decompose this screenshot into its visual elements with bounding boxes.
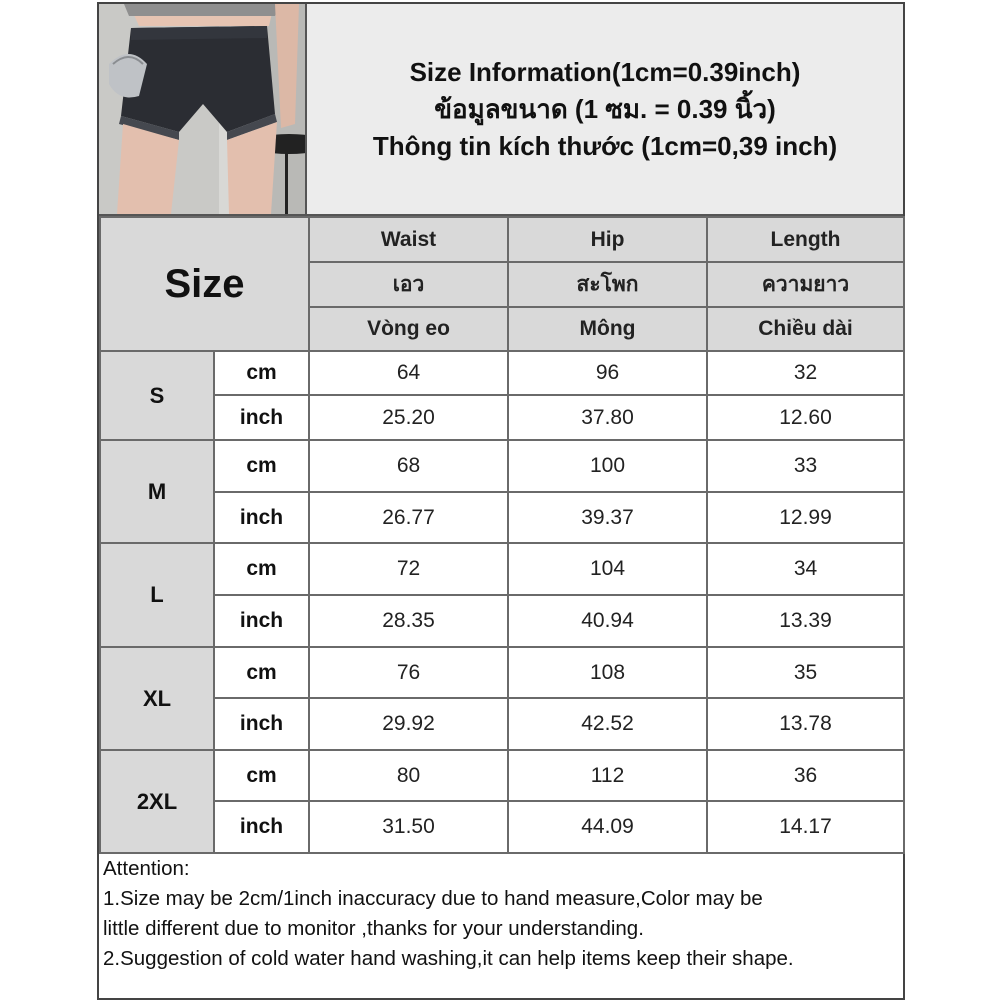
- length-value: 35: [707, 647, 904, 698]
- col-header-length-en: Length: [707, 217, 904, 262]
- table-row: [100, 543, 904, 595]
- waist-value: 26.77: [309, 492, 508, 543]
- col-header-waist-vi: Vòng eo: [309, 307, 508, 351]
- hip-value: 40.94: [508, 595, 707, 647]
- notes-heading: Attention:: [103, 857, 190, 880]
- table-row: [100, 698, 904, 750]
- table-row: [100, 647, 904, 698]
- col-header-length-vi: Chiều dài: [707, 307, 904, 351]
- size-chart: [97, 2, 905, 1000]
- hip-value: 96: [508, 351, 707, 395]
- hip-value: 39.37: [508, 492, 707, 543]
- unit-label: inch: [214, 595, 309, 647]
- product-photo: [99, 4, 307, 216]
- hip-value: 44.09: [508, 801, 707, 853]
- length-value: 32: [707, 351, 904, 395]
- table-row: [100, 492, 904, 543]
- hip-value: 108: [508, 647, 707, 698]
- title-vietnamese: Thông tin kích thước (1cm=0,39 inch): [372, 130, 838, 161]
- waist-value: 25.20: [309, 395, 508, 440]
- table-row: [100, 395, 904, 440]
- waist-value: 64: [309, 351, 508, 395]
- col-header-hip-en: Hip: [508, 217, 707, 262]
- unit-label: cm: [214, 647, 309, 698]
- title-english: Size Information(1cm=0.39inch): [409, 56, 801, 87]
- length-value: 13.39: [707, 595, 904, 647]
- waist-value: 72: [309, 543, 508, 595]
- length-value: 14.17: [707, 801, 904, 853]
- unit-label: cm: [214, 351, 309, 395]
- hip-value: 112: [508, 750, 707, 801]
- size-header: Size: [100, 217, 309, 351]
- size-label: 2XL: [100, 750, 214, 853]
- unit-label: inch: [214, 492, 309, 543]
- length-value: 33: [707, 440, 904, 492]
- waist-value: 28.35: [309, 595, 508, 647]
- waist-value: 31.50: [309, 801, 508, 853]
- unit-label: cm: [214, 750, 309, 801]
- size-table: [99, 216, 905, 854]
- unit-label: cm: [214, 440, 309, 492]
- unit-label: inch: [214, 698, 309, 750]
- table-row: [100, 595, 904, 647]
- denim-shorts-photo: [99, 4, 305, 214]
- size-label: L: [100, 543, 214, 647]
- note-line-3: 2.Suggestion of cold water hand washing,it can help items keep their shape.: [103, 947, 794, 970]
- length-value: 12.60: [707, 395, 904, 440]
- unit-label: inch: [214, 395, 309, 440]
- unit-label: cm: [214, 543, 309, 595]
- hip-value: 37.80: [508, 395, 707, 440]
- size-label: XL: [100, 647, 214, 750]
- size-label: S: [100, 351, 214, 440]
- waist-value: 76: [309, 647, 508, 698]
- length-value: 34: [707, 543, 904, 595]
- col-header-hip-th: สะโพก: [508, 262, 707, 307]
- title-thai: ข้อมูลขนาด (1 ซม. = 0.39 นิ้ว): [434, 93, 776, 124]
- note-line-1: 1.Size may be 2cm/1inch inaccuracy due to hand measure,Color may be: [103, 887, 763, 910]
- col-header-hip-vi: Mông: [508, 307, 707, 351]
- hip-value: 100: [508, 440, 707, 492]
- waist-value: 80: [309, 750, 508, 801]
- hip-value: 104: [508, 543, 707, 595]
- table-row: [100, 750, 904, 801]
- col-header-length-th: ความยาว: [707, 262, 904, 307]
- note-line-2: little different due to monitor ,thanks for your understanding.: [103, 917, 644, 940]
- table-row: [100, 801, 904, 853]
- attention-notes: [99, 850, 903, 998]
- size-info-title: [307, 4, 903, 216]
- waist-value: 68: [309, 440, 508, 492]
- waist-value: 29.92: [309, 698, 508, 750]
- col-header-waist-en: Waist: [309, 217, 508, 262]
- hip-value: 42.52: [508, 698, 707, 750]
- length-value: 13.78: [707, 698, 904, 750]
- col-header-waist-th: เอว: [309, 262, 508, 307]
- unit-label: inch: [214, 801, 309, 853]
- size-label: M: [100, 440, 214, 543]
- table-row: [100, 351, 904, 395]
- length-value: 36: [707, 750, 904, 801]
- table-row: [100, 440, 904, 492]
- length-value: 12.99: [707, 492, 904, 543]
